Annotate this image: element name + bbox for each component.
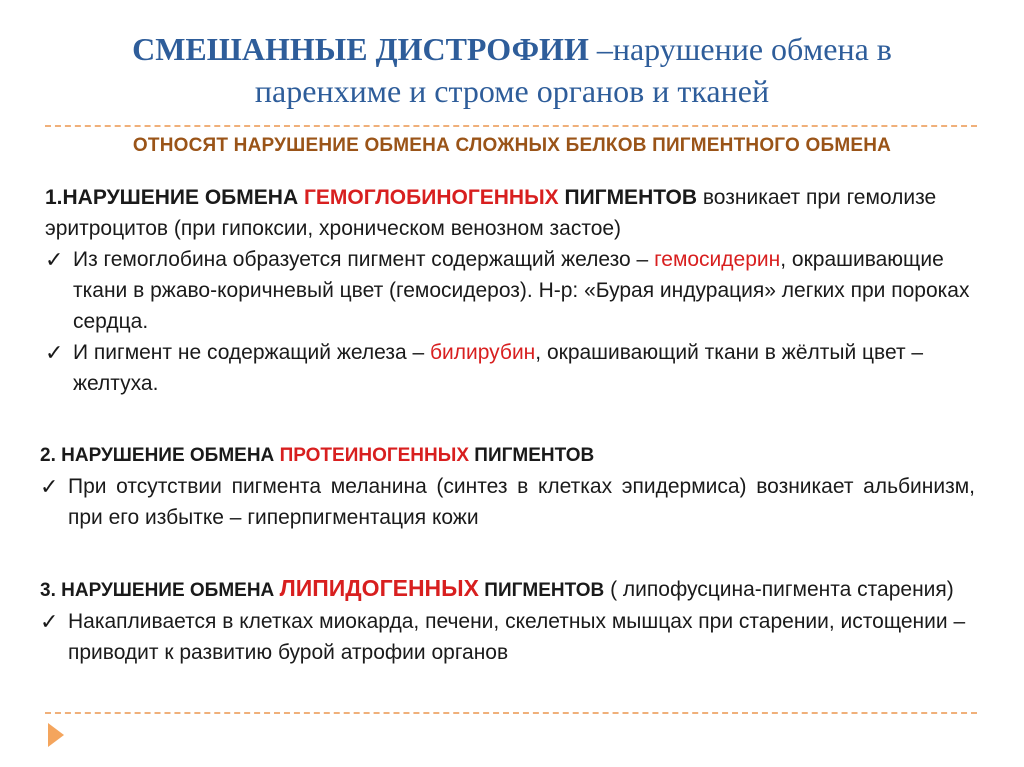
section-1-head-end: ПИГМЕНТОВ xyxy=(558,186,698,209)
section-2-head-red: ПРОТЕИНОГЕННЫХ xyxy=(279,445,470,466)
section-2 xyxy=(40,440,975,533)
item-text-end: , окрашивающие ткани в ржаво-коричневый цвет (гемосидероз). Н-р: «Бурая индурация» легких при пороках сердца. xyxy=(73,248,970,333)
item-text: Из гемоглобина образуется пигмент содержащий железо – xyxy=(73,248,655,271)
title-bold: СМЕШАННЫЕ ДИСТРОФИИ xyxy=(132,31,589,67)
section-3-head: 3. НАРУШЕНИЕ ОБМЕНА xyxy=(40,580,280,601)
bottom-divider xyxy=(45,712,977,714)
section-1 xyxy=(45,182,980,399)
section-2-head: 2. НАРУШЕНИЕ ОБМЕНА xyxy=(40,445,280,466)
item-text: Накапливается в клетках миокарда, печени, скелетных мышцах при старении, истощении – приводит к развитию бурой атрофии органов xyxy=(68,610,966,664)
item-text: При отсутствии пигмента меланина (синтез в клетках эпидермиса) возникает альбинизм, при его избытке – гиперпигментация кожи xyxy=(68,475,975,529)
list-item xyxy=(45,337,980,399)
section-3-text: ( липофусцина-пигмента старения) xyxy=(604,578,954,601)
item-highlight: билирубин xyxy=(430,341,536,364)
list-item xyxy=(45,244,980,337)
section-2-head-end: ПИГМЕНТОВ xyxy=(469,445,595,466)
title-line2: паренхиме и строме органов и тканей xyxy=(254,73,770,109)
list-item xyxy=(40,606,975,668)
section-1-head-red: ГЕМОГЛОБИНОГЕННЫХ xyxy=(303,186,559,209)
play-arrow-icon xyxy=(48,723,64,747)
check-icon: ✓ xyxy=(45,340,64,365)
section-1-text: возникает при гемолизе эритроцитов (при гипоксии, хроническом венозном застое) xyxy=(45,186,937,240)
title-rest: –нарушение обмена в xyxy=(588,31,892,67)
item-highlight: гемосидерин xyxy=(654,248,781,271)
section-1-intro xyxy=(45,182,980,244)
section-1-head: 1.НАРУШЕНИЕ ОБМЕНА xyxy=(45,186,304,209)
subtitle: ОТНОСЯТ НАРУШЕНИЕ ОБМЕНА СЛОЖНЫХ БЕЛКОВ ПИГМЕНТНОГО ОБМЕНА xyxy=(132,135,892,156)
check-icon: ✓ xyxy=(45,247,64,272)
check-icon: ✓ xyxy=(40,609,59,634)
slide-title xyxy=(0,28,1024,112)
section-3 xyxy=(40,573,975,668)
top-divider xyxy=(45,125,977,127)
section-3-head-end: ПИГМЕНТОВ xyxy=(479,580,605,601)
item-text: И пигмент не содержащий железа – xyxy=(73,341,430,364)
check-icon: ✓ xyxy=(40,474,59,499)
item-text-end: , окрашивающий ткани в жёлтый цвет –желтуха. xyxy=(73,341,924,395)
section-2-intro xyxy=(40,440,975,471)
section-3-intro xyxy=(40,573,975,606)
section-3-head-red: ЛИПИДОГЕННЫХ xyxy=(279,575,480,601)
list-item xyxy=(40,471,975,533)
